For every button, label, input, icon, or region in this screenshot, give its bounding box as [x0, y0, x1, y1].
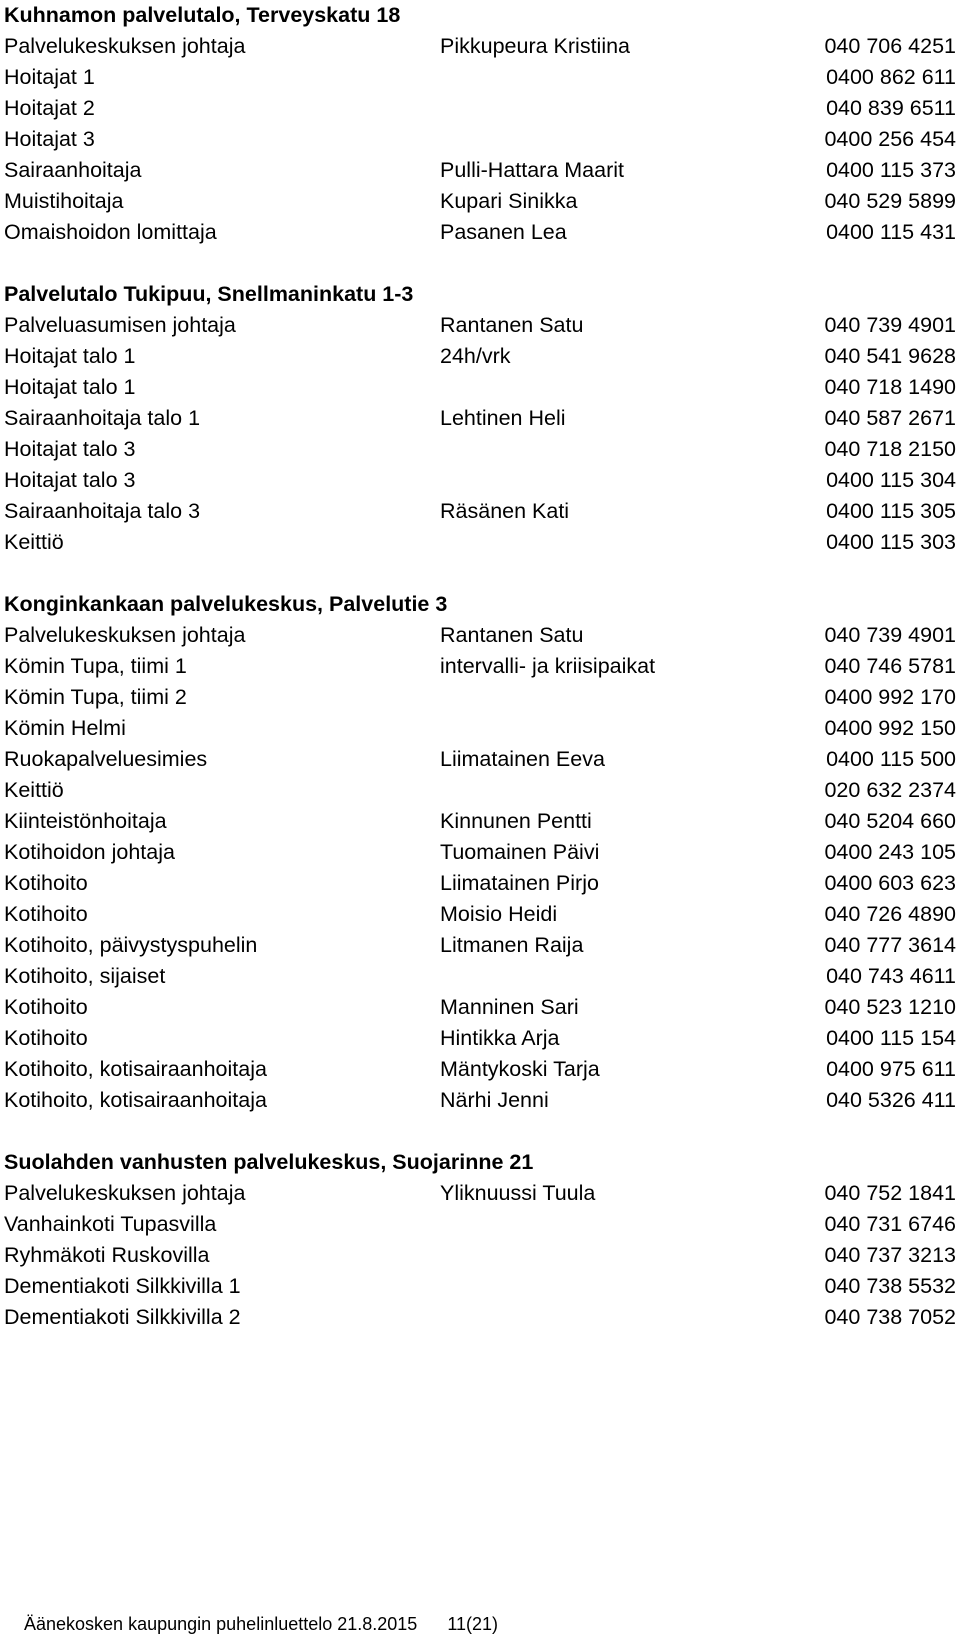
phone-cell: 040 739 4901: [824, 313, 956, 337]
section-title: Palvelutalo Tukipuu, Snellmaninkatu 1-3: [4, 282, 414, 306]
section-konginkankaan-palvelukeskus: [4, 589, 956, 1116]
directory-row: [4, 775, 956, 806]
phone-cell: 0400 115 500: [826, 747, 956, 771]
phone-cell: 0400 115 305: [826, 499, 956, 523]
directory-row: [4, 961, 956, 992]
section-title: Suolahden vanhusten palvelukeskus, Suojarinne 21: [4, 1150, 534, 1174]
footer-document-title: Äänekosken kaupungin puhelinluettelo 21.8.2015: [24, 1614, 418, 1634]
name-cell: Lehtinen Heli: [440, 406, 566, 430]
directory-row: [4, 217, 956, 248]
phone-cell: 0400 115 431: [826, 220, 956, 244]
role-cell: Kömin Helmi: [4, 716, 126, 740]
directory-row: [4, 1209, 956, 1240]
role-cell: Hoitajat talo 1: [4, 344, 136, 368]
role-cell: Palvelukeskuksen johtaja: [4, 34, 246, 58]
page-footer: [24, 1612, 498, 1636]
name-cell: Räsänen Kati: [440, 499, 570, 523]
role-cell: Muistihoitaja: [4, 189, 124, 213]
name-cell: Kinnunen Pentti: [440, 809, 592, 833]
directory-row: [4, 341, 956, 372]
phone-cell: 040 5204 660: [824, 809, 956, 833]
role-cell: Kotihoito: [4, 871, 88, 895]
phone-cell: 040 743 4611: [826, 964, 956, 988]
section-suolahden-palvelukeskus: [4, 1147, 956, 1333]
directory-row: [4, 713, 956, 744]
name-cell: Tuomainen Päivi: [440, 840, 600, 864]
name-cell: Yliknuussi Tuula: [440, 1181, 596, 1205]
directory-row: [4, 930, 956, 961]
directory-row: [4, 868, 956, 899]
role-cell: Keittiö: [4, 530, 64, 554]
phone-cell: 040 739 4901: [824, 623, 956, 647]
role-cell: Kotihoito, kotisairaanhoitaja: [4, 1088, 267, 1112]
role-cell: Keittiö: [4, 778, 64, 802]
directory-row: [4, 31, 956, 62]
role-cell: Hoitajat talo 3: [4, 437, 136, 461]
phone-cell: 0400 256 454: [824, 127, 956, 151]
phone-cell: 040 738 7052: [824, 1305, 956, 1329]
footer-page-number: 11(21): [447, 1614, 499, 1634]
phone-cell: 040 738 5532: [824, 1274, 956, 1298]
role-cell: Sairaanhoitaja talo 1: [4, 406, 201, 430]
directory-row: [4, 434, 956, 465]
phone-cell: 040 718 1490: [824, 375, 956, 399]
role-cell: Ruokapalveluesimies: [4, 747, 208, 771]
role-cell: Kömin Tupa, tiimi 1: [4, 654, 187, 678]
role-cell: Hoitajat talo 1: [4, 375, 136, 399]
phone-cell: 040 587 2671: [824, 406, 956, 430]
role-cell: Sairaanhoitaja talo 3: [4, 499, 201, 523]
directory-row: [4, 496, 956, 527]
directory-row: [4, 465, 956, 496]
name-cell: Pasanen Lea: [440, 220, 567, 244]
role-cell: Omaishoidon lomittaja: [4, 220, 217, 244]
section-palvelutalo-tukipuu: [4, 279, 956, 558]
name-cell: Pikkupeura Kristiina: [440, 34, 631, 58]
role-cell: Kotihoito, sijaiset: [4, 964, 166, 988]
directory-row: [4, 1023, 956, 1054]
phone-cell: 0400 992 170: [824, 685, 956, 709]
directory-row: [4, 1178, 956, 1209]
phone-cell: 040 718 2150: [824, 437, 956, 461]
role-cell: Vanhainkoti Tupasvilla: [4, 1212, 217, 1236]
phone-cell: 0400 115 304: [826, 468, 956, 492]
name-cell: Pulli-Hattara Maarit: [440, 158, 624, 182]
directory-row: [4, 155, 956, 186]
directory-row: [4, 992, 956, 1023]
name-cell: intervalli- ja kriisipaikat: [440, 654, 656, 678]
phone-cell: 040 746 5781: [824, 654, 956, 678]
directory-row: [4, 372, 956, 403]
name-cell: Mäntykoski Tarja: [440, 1057, 600, 1081]
section-kuhnamon-palvelutalo: [4, 0, 956, 248]
phone-cell: 020 632 2374: [824, 778, 956, 802]
directory-row: [4, 744, 956, 775]
directory-row: [4, 1240, 956, 1271]
name-cell: 24h/vrk: [440, 344, 511, 368]
role-cell: Dementiakoti Silkkivilla 1: [4, 1274, 241, 1298]
name-cell: Rantanen Satu: [440, 313, 584, 337]
name-cell: Rantanen Satu: [440, 623, 584, 647]
phone-cell: 0400 243 105: [824, 840, 956, 864]
role-cell: Palveluasumisen johtaja: [4, 313, 236, 337]
role-cell: Palvelukeskuksen johtaja: [4, 1181, 246, 1205]
directory-row: [4, 1302, 956, 1333]
directory-row: [4, 682, 956, 713]
role-cell: Kotihoito: [4, 902, 88, 926]
directory-row: [4, 1054, 956, 1085]
name-cell: Liimatainen Eeva: [440, 747, 605, 771]
role-cell: Palvelukeskuksen johtaja: [4, 623, 246, 647]
name-cell: Hintikka Arja: [440, 1026, 560, 1050]
phone-cell: 0400 992 150: [824, 716, 956, 740]
phone-cell: 040 752 1841: [824, 1181, 956, 1205]
directory-row: [4, 1271, 956, 1302]
phone-directory: [4, 0, 956, 1333]
directory-row: [4, 651, 956, 682]
role-cell: Hoitajat talo 3: [4, 468, 136, 492]
directory-row: [4, 806, 956, 837]
phone-cell: 040 541 9628: [824, 344, 956, 368]
phone-cell: 040 523 1210: [824, 995, 956, 1019]
role-cell: Kotihoidon johtaja: [4, 840, 175, 864]
name-cell: Moisio Heidi: [440, 902, 558, 926]
name-cell: Litmanen Raija: [440, 933, 584, 957]
phone-cell: 0400 603 623: [824, 871, 956, 895]
name-cell: Manninen Sari: [440, 995, 579, 1019]
phone-cell: 040 731 6746: [824, 1212, 956, 1236]
phone-cell: 0400 115 303: [826, 530, 956, 554]
phone-cell: 040 777 3614: [824, 933, 956, 957]
role-cell: Kiinteistönhoitaja: [4, 809, 167, 833]
directory-row: [4, 62, 956, 93]
directory-row: [4, 186, 956, 217]
name-cell: Närhi Jenni: [440, 1088, 549, 1112]
role-cell: Sairaanhoitaja: [4, 158, 142, 182]
role-cell: Kotihoito, kotisairaanhoitaja: [4, 1057, 267, 1081]
directory-row: [4, 93, 956, 124]
directory-row: [4, 310, 956, 341]
name-cell: Kupari Sinikka: [440, 189, 578, 213]
phone-cell: 040 706 4251: [824, 34, 956, 58]
role-cell: Dementiakoti Silkkivilla 2: [4, 1305, 241, 1329]
role-cell: Kotihoito, päivystyspuhelin: [4, 933, 258, 957]
phone-cell: 0400 975 611: [826, 1057, 956, 1081]
role-cell: Kömin Tupa, tiimi 2: [4, 685, 187, 709]
phone-cell: 040 839 6511: [826, 96, 956, 120]
directory-row: [4, 837, 956, 868]
phone-cell: 040 5326 411: [826, 1088, 956, 1112]
phone-cell: 040 737 3213: [824, 1243, 956, 1267]
phone-cell: 0400 862 611: [826, 65, 956, 89]
directory-row: [4, 403, 956, 434]
directory-row: [4, 124, 956, 155]
section-title: Kuhnamon palvelutalo, Terveyskatu 18: [4, 3, 401, 27]
role-cell: Kotihoito: [4, 1026, 88, 1050]
phone-cell: 0400 115 373: [826, 158, 956, 182]
phone-cell: 040 529 5899: [824, 189, 956, 213]
role-cell: Hoitajat 3: [4, 127, 95, 151]
role-cell: Hoitajat 1: [4, 65, 95, 89]
name-cell: Liimatainen Pirjo: [440, 871, 599, 895]
phone-cell: 0400 115 154: [826, 1026, 956, 1050]
phone-cell: 040 726 4890: [824, 902, 956, 926]
directory-row: [4, 527, 956, 558]
directory-row: [4, 620, 956, 651]
directory-row: [4, 1085, 956, 1116]
role-cell: Hoitajat 2: [4, 96, 95, 120]
section-title: Konginkankaan palvelukeskus, Palvelutie 3: [4, 592, 448, 616]
directory-row: [4, 899, 956, 930]
role-cell: Ryhmäkoti Ruskovilla: [4, 1243, 210, 1267]
role-cell: Kotihoito: [4, 995, 88, 1019]
